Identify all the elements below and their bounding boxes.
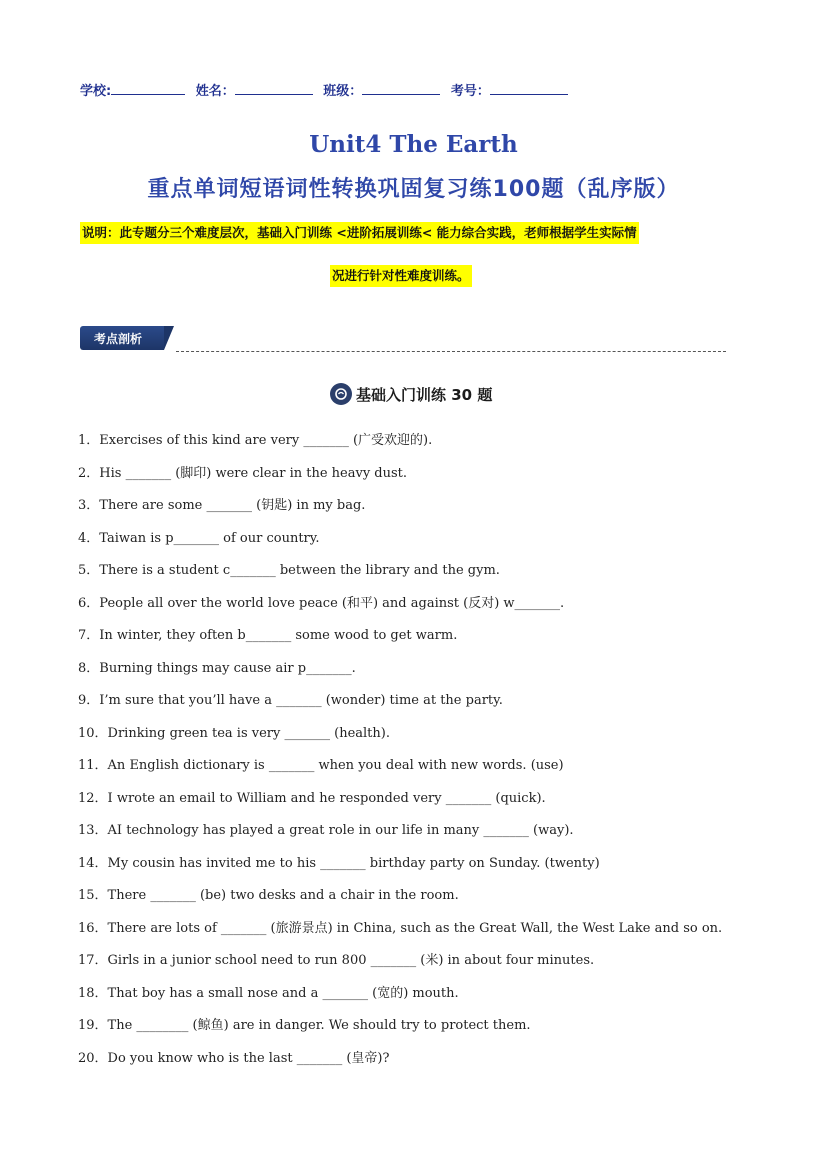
name-blank[interactable] bbox=[235, 82, 313, 95]
question-text: Drinking green tea is very _______ (health). bbox=[107, 725, 390, 741]
question-number: 20． bbox=[78, 1050, 108, 1066]
question-text: There _______ (be) two desks and a chair in the room. bbox=[107, 888, 459, 903]
question-number: 5． bbox=[78, 563, 100, 578]
question-list bbox=[78, 432, 738, 1082]
question-text: There are lots of _______ (旅游景点) in China, such as the Great Wall, the West Lake and so on. bbox=[107, 920, 723, 936]
question-item bbox=[78, 855, 738, 888]
brain-icon bbox=[330, 383, 352, 405]
question-number: 18． bbox=[78, 985, 108, 1001]
question-number: 7． bbox=[78, 628, 100, 643]
question-text: Taiwan is p_______ of our country. bbox=[99, 530, 320, 546]
question-number: 10． bbox=[78, 725, 108, 741]
question-number: 16． bbox=[78, 920, 108, 936]
class-label: 班级： bbox=[323, 84, 363, 99]
question-text: I’m sure that you’ll have a _______ (wonder) time at the party. bbox=[99, 693, 503, 708]
question-text: People all over the world love peace (和平) and against (反对) w_______. bbox=[99, 595, 565, 611]
question-item bbox=[78, 822, 738, 855]
question-text: An English dictionary is _______ when you deal with new words. (use) bbox=[107, 758, 564, 773]
question-text: Burning things may cause air p_______. bbox=[99, 660, 356, 676]
question-item bbox=[78, 432, 738, 465]
name-label: 姓名： bbox=[195, 84, 235, 99]
instruction-note-line-2: 况进行针对性难度训练。 bbox=[330, 265, 472, 287]
question-text: That boy has a small nose and a _______ (宽的) mouth. bbox=[107, 985, 459, 1001]
page-subtitle: 重点单词短语词性转换巩固复习练100题（乱序版） bbox=[147, 177, 680, 202]
question-item bbox=[78, 887, 738, 920]
student-info-line bbox=[80, 80, 574, 99]
question-item bbox=[78, 757, 738, 790]
question-text: In winter, they often b_______ some wood to get warm. bbox=[99, 628, 458, 643]
exam-number-blank[interactable] bbox=[490, 82, 568, 95]
exercise-subheading bbox=[330, 381, 492, 407]
question-item bbox=[78, 725, 738, 758]
question-number: 14． bbox=[78, 855, 108, 871]
question-number: 6． bbox=[78, 595, 100, 611]
question-item bbox=[78, 692, 738, 725]
question-number: 2． bbox=[78, 465, 100, 481]
question-text: My cousin has invited me to his _______ birthday party on Sunday. (twenty) bbox=[107, 855, 600, 871]
question-number: 17． bbox=[78, 953, 108, 968]
question-item bbox=[78, 660, 738, 693]
question-number: 11． bbox=[78, 758, 108, 773]
question-text: AI technology has played a great role in our life in many _______ (way). bbox=[107, 823, 574, 838]
question-item bbox=[78, 497, 738, 530]
page-title: Unit4 The Earth bbox=[309, 131, 518, 158]
question-text: I wrote an email to William and he responded very _______ (quick). bbox=[107, 790, 546, 806]
question-number: 13． bbox=[78, 823, 108, 838]
question-number: 3． bbox=[78, 498, 100, 513]
question-item bbox=[78, 530, 738, 563]
question-number: 12． bbox=[78, 790, 108, 806]
school-blank[interactable] bbox=[111, 82, 185, 95]
question-text: The ________ (鲸鱼) are in danger. We should try to protect them. bbox=[107, 1018, 531, 1033]
exam-number-label: 考号： bbox=[450, 84, 490, 99]
section-tab bbox=[80, 326, 172, 352]
question-item bbox=[78, 1017, 738, 1050]
question-item bbox=[78, 920, 738, 953]
question-item bbox=[78, 465, 738, 498]
question-text: Exercises of this kind are very _______ (广受欢迎的). bbox=[99, 433, 433, 448]
question-number: 15． bbox=[78, 888, 108, 903]
class-blank[interactable] bbox=[362, 82, 440, 95]
question-number: 1． bbox=[78, 433, 100, 448]
question-number: 4． bbox=[78, 530, 100, 546]
subheading-text: 基础入门训练 30 题 bbox=[356, 385, 493, 404]
question-number: 9． bbox=[78, 693, 100, 708]
school-label: 学校: bbox=[80, 84, 112, 99]
question-item bbox=[78, 790, 738, 823]
question-item bbox=[78, 952, 738, 985]
section-tab-label: 考点剖析 bbox=[94, 332, 143, 346]
question-text: Do you know who is the last _______ (皇帝)? bbox=[107, 1050, 390, 1066]
question-text: There are some _______ (钥匙) in my bag. bbox=[99, 498, 366, 513]
instruction-note-line-1: 说明：此专题分三个难度层次，基础入门训练 <进阶拓展训练< 能力综合实践，老师根据学生实际情 bbox=[80, 222, 639, 244]
question-item bbox=[78, 627, 738, 660]
question-number: 19． bbox=[78, 1018, 108, 1033]
question-item bbox=[78, 562, 738, 595]
question-number: 8． bbox=[78, 660, 100, 676]
question-text: His _______ (脚印) were clear in the heavy dust. bbox=[99, 465, 408, 481]
section-divider bbox=[176, 351, 726, 352]
question-text: There is a student c_______ between the library and the gym. bbox=[99, 563, 500, 578]
question-item bbox=[78, 985, 738, 1018]
question-item bbox=[78, 595, 738, 628]
question-item bbox=[78, 1050, 738, 1083]
question-text: Girls in a junior school need to run 800 _______ (米) in about four minutes. bbox=[107, 953, 595, 968]
section-tab-arrow bbox=[164, 326, 174, 350]
